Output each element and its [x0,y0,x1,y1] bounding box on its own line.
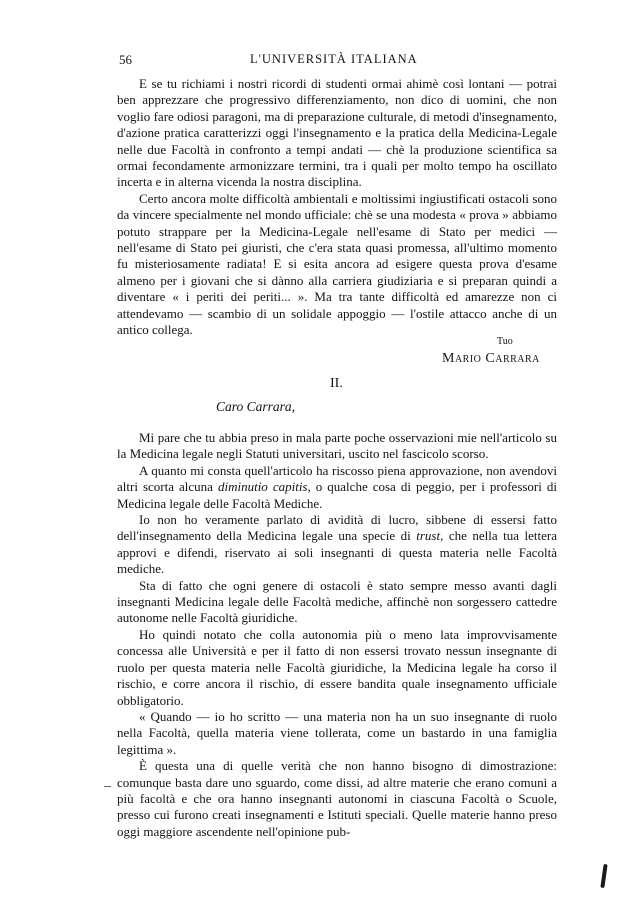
paragraph [117,512,557,578]
page-number: 56 [119,52,132,67]
section-numeral: II. [330,376,343,391]
text-run: , che nella tua lettera approvi e difendi, riservato ai soli insegnanti di questa materia nelle Facoltà mediche. [117,528,557,577]
paragraph: È questa una di quelle verità che non hanno bisogno di dimostrazione: comunque basta dare uno sguardo, come dissi, ad altre materie che erano comuni a più facoltà e che ora hanno insegnanti autonomi in ciascuna Facoltà o Scuole, presso cui furono creati insegnamenti e Istituti speciali. Quelle materie hanno preso oggi maggiore ascendente nell'opinione pub- [117,758,557,839]
letter-two-text [117,430,557,840]
paragraph: « Quando — io ho scritto — una materia non ha un suo insegnante di ruolo nella Facoltà, quella materia viene tollerata, come un bastardo in una famiglia legittima ». [117,708,557,757]
margin-dash [104,786,111,787]
letter-one-text [117,76,557,339]
paragraph: Sta di fatto che ogni genere di ostacoli è stato sempre messo avanti dagli insegnanti Medicina legale delle Facoltà mediche, affinchè non sorgessero cattedre autonome nelle Facoltà giuridiche. [117,577,557,626]
paragraph: Ho quindi notato che colla autonomia più o meno lata improvvisamente concessa alle Università e per il fatto di non essersi trovato nessun insegnante di ruolo per questa materia nelle Facoltà giuridiche, la Medicina legale ha corso il rischio, e corre ancora il rischio, di essere bandita quale insegnamento ufficiale obbligatorio. [117,626,557,708]
margin-mark [600,864,607,888]
closing-word: Tuo [497,336,513,347]
text-run: , o qualche cosa di peggio, per i professori di Medicina legale delle Facoltà Mediche. [117,479,558,511]
italic-phrase: diminutio capitis [217,479,308,495]
running-head: L'UNIVERSITÀ ITALIANA [250,52,418,66]
italic-word: trust [416,528,441,544]
paragraph: Certo ancora molte difficoltà ambientali e moltissimi ingiustificati ostacoli sono da vincere specialmente nel mondo ufficiale: chè se una modesta « prova » abbiamo potuto strappare per la Medicina-Legale nell'esame di Stato per medici — nell'esame di Stato pei giuristi, che c'era stata quasi promessa, all'ultimo momento fu misteriosamente radiata! E si esita ancora ad esigere questa prova d'esame almeno per i giovani che si dànno alla carriera giudiziaria e si preparan quindi a diventare « i periti dei periti... ». Ma tra tante difficoltà ed amarezze non ci attendevamo — scambio di un solidale appoggio — l'ostile attacco anche di un antico collega. [117,190,557,338]
paragraph: Mi pare che tu abbia preso in mala parte poche osservazioni mie nell'articolo su la Medicina legale negli Statuti universitari, uscito nel fascicolo scorso. [117,430,557,462]
salutation: Caro Carrara, [216,399,296,414]
text-run: A quanto mi consta quell'articolo ha riscosso piena approvazione, non avendovi altri scorta alcuna [117,462,557,495]
paragraph [117,463,557,512]
signature: Mario Carrara [442,351,540,366]
text-run: Io non ho veramente parlato di avidità di lucro, sibbene di essersi fatto dell'insegnamento della Medicina legale una specie di [117,512,557,544]
paragraph: E se tu richiami i nostri ricordi di studenti ormai ahimè così lontani — potrai ben apprezzare che progressivo differenziamento, non dico di uomini, che non voglio fare odiosi paragoni, ma di preparazione culturale, di metodi d'insegnamento, d'azione pratica caratterizzi oggi l'insegnamento e la pratica della Medicina-Legale nelle due Facoltà in confronto a tempi andati — chè la produzione scientifica sa ormai fecondamente armonizzare termini, tra i quali per molto tempo ha oscillato incerta e in alterna vicenda la nostra disciplina. [117,76,557,190]
